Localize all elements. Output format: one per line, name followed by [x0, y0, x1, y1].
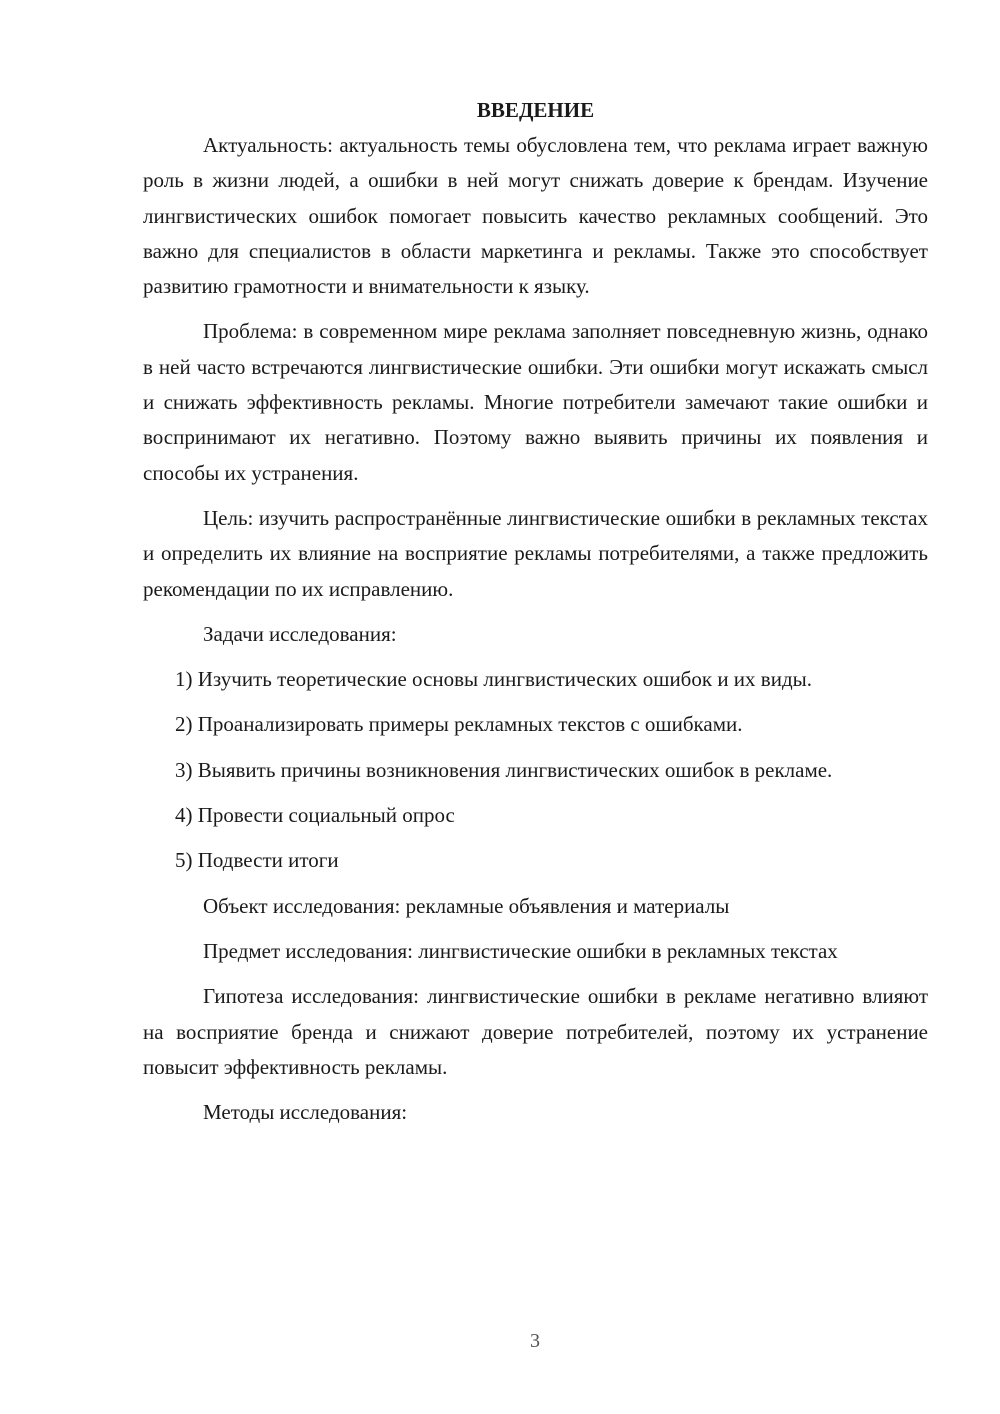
task-item-3: 3) Выявить причины возникновения лингвистических ошибок в рекламе.: [175, 757, 833, 782]
subject-paragraph: Предмет исследования: лингвистические ошибки в рекламных текстах: [203, 938, 838, 963]
task-item-2: 2) Проанализировать примеры рекламных текстов с ошибками.: [175, 712, 743, 737]
goal-paragraph: Цель: изучить распространённые лингвистические ошибки в рекламных текстах и определить их влияние на восприятие рекламы потребителями, а также предложить рекомендации по их исправлению.: [143, 505, 928, 601]
page-title: ВВЕДЕНИЕ: [476, 98, 595, 122]
tasks-heading: Задачи исследования:: [203, 621, 397, 646]
hypothesis-paragraph: Гипотеза исследования: лингвистические ошибки в рекламе негативно влияют на восприятие бренда и снижают доверие потребителей, поэтому их устранение повысит эффективность рекламы.: [143, 984, 928, 1079]
task-item-4: 4) Провести социальный опрос: [175, 803, 455, 828]
task-item-5: 5) Подвести итоги: [175, 848, 339, 873]
methods-heading: Методы исследования:: [203, 1100, 408, 1125]
page-content: [143, 93, 928, 1130]
relevance-paragraph: Актуальность: актуальность темы обусловлена тем, что реклама играет важную роль в жизни людей, а ошибки в ней могут снижать доверие к брендам. Изучение лингвистических ошибок помогает повысить качество рекламных сообщений. Это важно для специалистов в области маркетинга и рекламы. Также это способствует развитию грамотности и внимательности к языку.: [143, 133, 928, 299]
page-number: 3: [530, 1330, 540, 1352]
problem-paragraph: Проблема: в современном мире реклама заполняет повседневную жизнь, однако в ней часто встречаются лингвистические ошибки. Эти ошибки могут искажать смысл и снижать эффективность рекламы. Многие потребители замечают такие ошибки и воспринимают их негативно. Поэтому важно выявить причины их появления и способы их устранения.: [143, 319, 928, 485]
object-paragraph: Объект исследования: рекламные объявления и материалы: [203, 893, 730, 918]
task-item-1: 1) Изучить теоретические основы лингвистических ошибок и их виды.: [175, 667, 812, 692]
